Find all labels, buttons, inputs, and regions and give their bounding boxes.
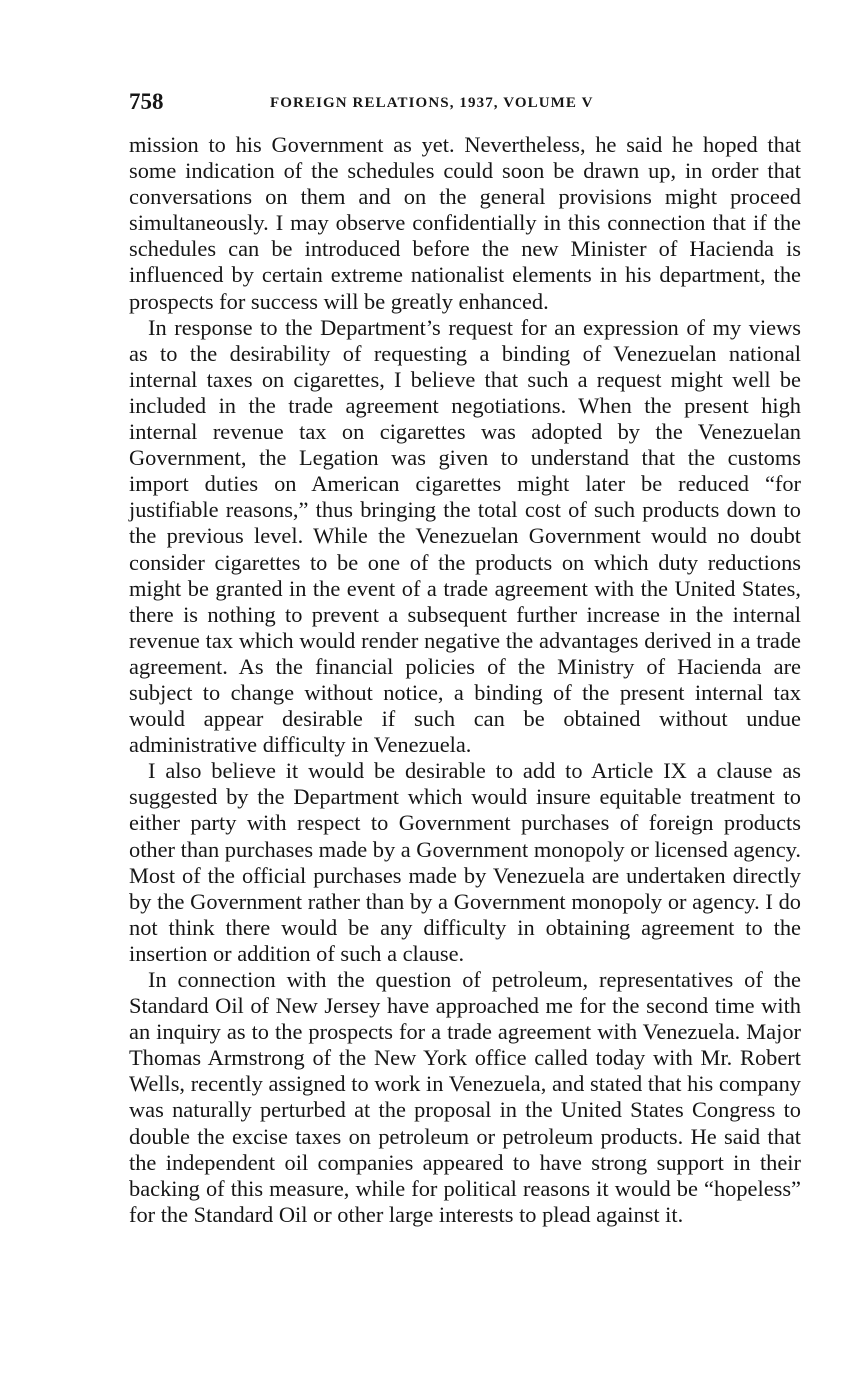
paragraph-cigarette-taxes: In response to the Department’s request for an expression of my views as to the desirability of requesting a binding of Venezuelan national internal taxes on cigarettes, I believe that such a request might well be included in the trade agreement negotiations. When the present high internal revenue tax on cigarettes was adopted by the Venezuelan Government, the Legation was given to understand that the customs import duties on American cigarettes might later be reduced “for justifiable reasons,” thus bringing the total cost of such products down to the previous level. While the Venezuelan Government would no doubt consider cigarettes to be one of the products on which duty reductions might be granted in the event of a trade agreement with the United States, there is nothing to prevent a subsequent further increase in the internal revenue tax which would render negative the advantages derived in a trade agreement. As the financial policies of the Ministry of Hacienda are subject to change without notice, a binding of the present internal tax would appear desirable if such can be obtained without undue administrative difficulty in Venezuela. <box>129 314 801 758</box>
paragraph-petroleum: In connection with the question of petroleum, representatives of the Standard Oil of New Jersey have approached me for the second time with an inquiry as to the prospects for a trade agreement with Venezuela. Major Thomas Armstrong of the New York office called today with Mr. Robert Wells, recently assigned to work in Venezuela, and stated that his company was naturally perturbed at the proposal in the United States Congress to double the excise taxes on petroleum or petroleum products. He said that the independent oil companies appeared to have strong support in their backing of this measure, while for political reasons it would be “hopeless” for the Standard Oil or other large interests to plead against it. <box>129 967 801 1227</box>
running-header <box>129 88 801 118</box>
paragraph-article-ix: I also believe it would be desirable to add to Article IX a clause as suggested by the Department which would insure equitable treatment to either party with respect to Government purchases of foreign products other than purchases made by a Government monopoly or licensed agency. Most of the official purchases made by Venezuela are undertaken directly by the Government rather than by a Government monopoly or agency. I do not think there would be any difficulty in obtaining agreement to the insertion or addition of such a clause. <box>129 758 801 966</box>
paragraph-continuation: mission to his Government as yet. Nevertheless, he said he hoped that some indication of the schedules could soon be drawn up, in order that conversations on them and on the general provisions might proceed simultaneously. I may observe confidentially in this connection that if the schedules can be introduced before the new Minister of Hacienda is influenced by certain extreme nationalist elements in his department, the prospects for success will be greatly enhanced. <box>129 132 801 314</box>
document-page <box>129 88 801 1228</box>
page-number: 758 <box>129 89 164 114</box>
running-title: FOREIGN RELATIONS, 1937, VOLUME V <box>270 95 594 111</box>
body-text <box>129 132 801 1228</box>
